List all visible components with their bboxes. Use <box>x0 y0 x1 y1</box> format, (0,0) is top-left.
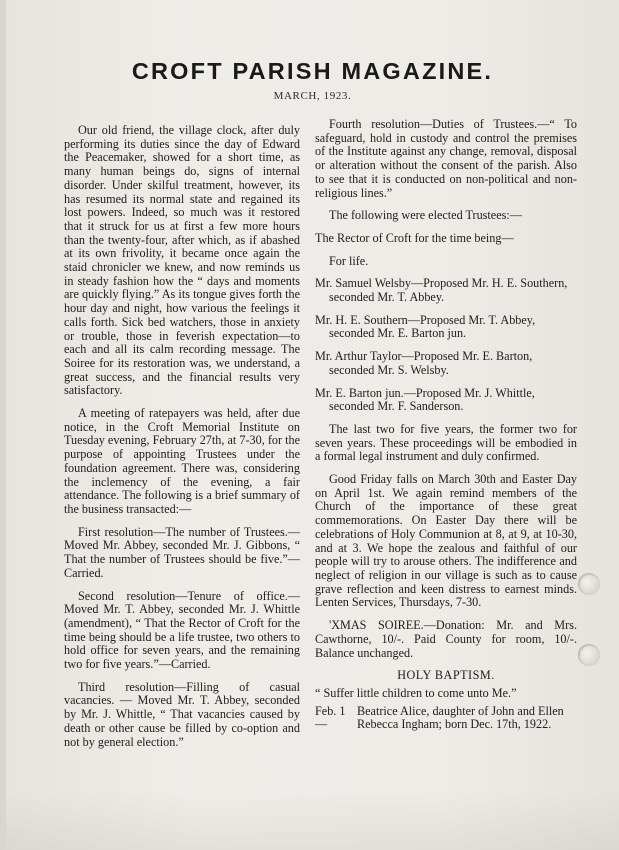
clock-paragraph: Our old friend, the village clock, after duly performing its duties since the day of Edward the Peacemaker, showed for a short time, as many human beings do, signs of internal disorder. Under skilful treatment, however, its has resumed its normal state and regained its lost powers. Indeed, so much was it restored that it struck for us at first a few more hours than the twenty-four, after which, as if abashed at its own frivolity, it became once again the staid chronicler we knew, and now reminds us in steady fashion how the “ days and moments are quickly flying.” As its tongue gives forth the hour day and night, how various the feelings it calls forth. Sick bed watchers, those in anxiety or trouble, those in feverish expectation—to each and all its calm recording message. The Soiree for its restoration was, we understand, a great success, and the financial results very satisfactory. <box>64 123 300 398</box>
trustee-rector: The Rector of Croft for the time being— <box>315 230 514 245</box>
baptism-quote: “ Suffer little children to come unto Me.” <box>315 685 517 700</box>
xmas-soiree-paragraph: 'XMAS SOIREE.—Donation: Mr. and Mrs. Cawthorne, 10/-. Paid County for room, 10/-. Balance unchanged. <box>315 618 577 660</box>
right-column <box>315 118 577 732</box>
trustee-entry: Mr. Arthur Taylor—Proposed Mr. E. Barton, seconded Mr. S. Welsby. <box>315 349 533 377</box>
second-resolution: Second resolution—Tenure of office.—Moved Mr. T. Abbey, seconded Mr. J. Whittle (amendment), “ That the Rector of Croft for the time being should be a life trustee, two others to hold office for seven years, and the remaining two for five years.”—Carried. <box>64 588 300 672</box>
binder-hole <box>578 573 600 595</box>
baptism-entry: Beatrice Alice, daughter of John and Ellen Rebecca Ingham; born Dec. 17th, 1922. <box>357 703 564 732</box>
baptism-date: Feb. 1— <box>315 703 346 732</box>
terms-paragraph: The last two for five years, the former two for seven years. These proceedings will be embodied in a formal legal instrument and duly confirmed. <box>315 421 577 464</box>
third-resolution: Third resolution—Filling of casual vacancies. — Moved Mr. T. Abbey, seconded by Mr. J. Whittle, “ That vacancies caused by death or other cause be filled by co-option and not by general election.” <box>64 679 300 749</box>
magazine-title: CROFT PARISH MAGAZINE. <box>131 58 494 84</box>
trustee-entry: Mr. E. Barton jun.—Proposed Mr. J. Whittle, seconded Mr. F. Sanderson. <box>315 385 535 414</box>
trustees-intro: The following were elected Trustees:— <box>329 208 522 223</box>
issue-date: MARCH, 1923. <box>273 90 352 102</box>
left-column <box>64 124 300 758</box>
easter-paragraph: Good Friday falls on March 30th and Easter Day on April 1st. We again remind members of the Church of the importance of these great commemorations. On Easter Day there will be celebrations of Holy Communion at 8, at 9, at 10-30, and at 3. We hope the zealous and faithful of our people will try to arouse others. The indifference and neglect of religion in our village is such as to cause grave reflection and keen distress to earnest minds. Lenten Services, Thursdays, 7-30. <box>315 472 577 610</box>
trustee-entry: Mr. Samuel Welsby—Proposed Mr. H. E. Southern, seconded Mr. T. Abbey. <box>315 276 568 305</box>
first-resolution: First resolution—The number of Trustees.—Moved Mr. Abbey, seconded Mr. J. Gibbons, “ That the number of Trustees should be five.”—Carried. <box>64 524 300 580</box>
fourth-resolution: Fourth resolution—Duties of Trustees.—“ To safeguard, hold in custody and control the premises of the Institute against any change, removal, disposal or alteration without the consent of the parish. Also to see that it is conducted on non-political and non-religious lines.” <box>315 117 577 200</box>
magazine-page <box>6 0 619 850</box>
ratepayers-meeting-paragraph: A meeting of ratepayers was held, after due notice, in the Croft Memorial Institute on Tuesday evening, February 27th, at 7-30, for the purpose of appointing Trustees under the foundation agreement. There was, considering the inclemency of the evening, a fair attendance. The following is a brief summary of the business transacted:— <box>64 406 300 516</box>
holy-baptism-heading: HOLY BAPTISM. <box>397 668 495 683</box>
trustee-for-life: For life. <box>329 253 369 268</box>
binder-hole <box>578 644 600 666</box>
trustee-entry: Mr. H. E. Southern—Proposed Mr. T. Abbey, seconded Mr. E. Barton jun. <box>315 312 536 341</box>
baptism-record <box>315 705 577 732</box>
